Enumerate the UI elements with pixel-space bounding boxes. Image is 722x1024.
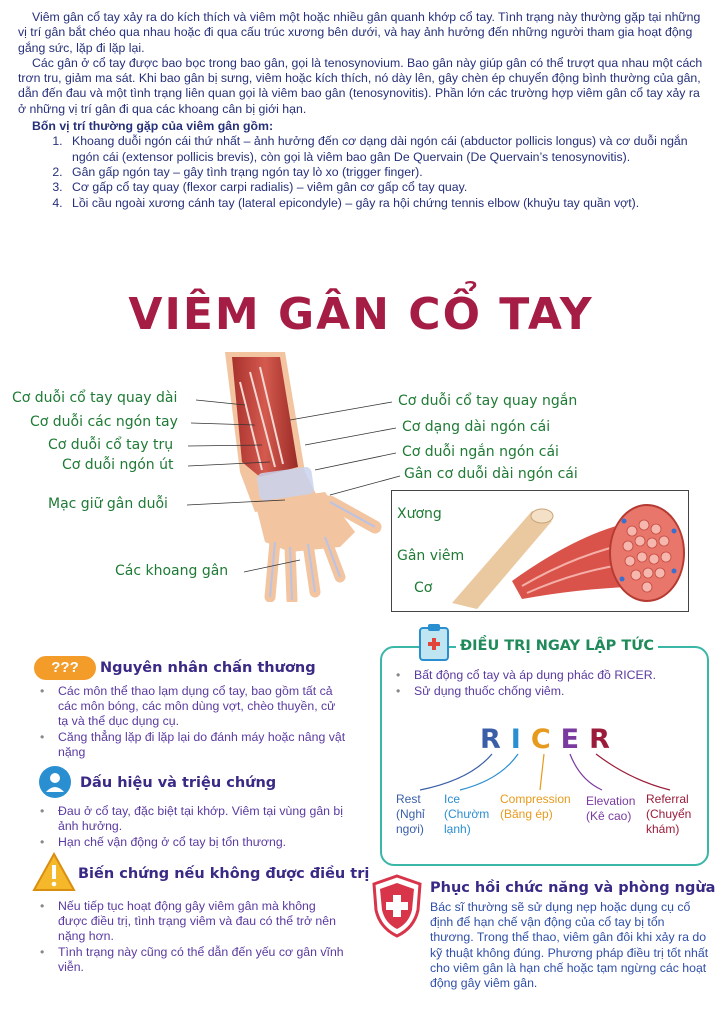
list-item: 4. Lồi cầu ngoài xương cánh tay (lateral epicondyle) – gây ra hội chứng tennis elbow (khuỷu tay quần vợt). (66, 196, 708, 211)
ricer-ice (444, 792, 496, 837)
ricer-letter-e: E (560, 724, 590, 755)
ricer-referral (646, 792, 702, 837)
ricer-letter-i: I (510, 724, 531, 755)
label-ecrl: Cơ duỗi cổ tay quay dài (12, 390, 178, 406)
label-ecrb: Cơ duỗi cổ tay quay ngắn (398, 393, 578, 409)
list-item: • Đau ở cổ tay, đặc biệt tại khớp. Viêm tại vùng gân bị ảnh hưởng. (36, 804, 346, 834)
list-item: • Sử dụng thuốc chống viêm. (392, 684, 692, 699)
list-item: 1. Khoang duỗi ngón cái thứ nhất – ảnh hưởng đến cơ dạng dài ngón cái (abductor pollicis longus) và cơ duỗi ngắn ngón cái (extensor pollicis brevis), còn gọi là viêm bao gân De Quervain (De Quervain’s tenosynovitis). (66, 134, 708, 165)
clipboard-medical-icon (416, 622, 452, 662)
ricer-rest (396, 792, 436, 837)
label-extensor-retinaculum: Mạc giữ gân duỗi (48, 496, 168, 512)
label-edm: Cơ duỗi ngón út (62, 457, 174, 473)
page-title: VIÊM GÂN CỔ TAY (128, 289, 594, 340)
complications-list (36, 899, 346, 976)
ricer-rest-vi: (Nghỉ ngơi) (396, 807, 425, 836)
list-item: • Nếu tiếp tục hoạt động gây viêm gân mà không được điều trị, tình trạng viêm và đau có thể trở nên nặng hơn. (36, 899, 346, 944)
rehab-heading: Phục hồi chức năng và phòng ngừa (430, 880, 716, 896)
label-epb: Cơ duỗi ngắn ngón cái (402, 444, 559, 460)
list-item: • Hạn chế vận động ở cổ tay bị tổn thương. (36, 835, 346, 850)
question-marks-icon: ??? (34, 656, 96, 680)
warning-icon (32, 852, 76, 894)
list-item: 3. Cơ gấp cổ tay quay (flexor carpi radialis) – viêm gân cơ gấp cổ tay quay. (66, 180, 708, 195)
medical-person-icon (38, 765, 72, 799)
label-muscle: Cơ (414, 580, 433, 596)
ricer-elevation-vi: (Kê cao) (586, 809, 632, 823)
label-tendon-compartments: Các khoang gân (115, 563, 229, 579)
treatment-list (392, 668, 692, 700)
treatment-heading: ĐIỀU TRỊ NGAY LẬP TỨC (456, 638, 658, 654)
list-item: • Bất động cổ tay và áp dụng phác đồ RICER. (392, 668, 692, 683)
intro-paragraph-1: Viêm gân cổ tay xảy ra do kích thích và viêm một hoặc nhiều gân quanh khớp cổ tay. Tình trạng này thường gặp tại những vị trí gân bắt chéo qua nhau hoặc đi qua cấu trúc xương bên dưới, và hay ảnh hưởng đến những người tham gia hoạt động gắng sức, lặp đi lặp lại. (18, 10, 701, 55)
rehab-text: Bác sĩ thường sẽ sử dụng nẹp hoặc dụng cụ cố định để hạn chế vận động của cổ tay bị tổn thương. Trong thể thao, viêm gân đôi khi xảy ra do kỹ thuật không đúng. Phương pháp điều trị tốt nhất cho viêm gân là hạn chế hoặc tạm ngừng các hoạt động gây viêm gân. (430, 900, 709, 991)
ricer-elevation-en: Elevation (586, 794, 636, 808)
label-epl-tendon: Gân cơ duỗi dài ngón cái (404, 466, 578, 482)
label-apl: Cơ dạng dài ngón cái (402, 419, 551, 435)
symptoms-list (36, 804, 346, 851)
ricer-compression (500, 792, 571, 822)
label-ecu: Cơ duỗi cổ tay trụ (48, 437, 174, 453)
causes-list (36, 684, 346, 761)
causes-heading: Nguyên nhân chấn thương (100, 660, 316, 676)
medical-shield-icon (370, 874, 424, 938)
label-extensor-digitorum: Cơ duỗi các ngón tay (30, 414, 178, 430)
ricer-referral-en: Referral (646, 792, 689, 806)
label-bone: Xương (397, 506, 442, 522)
list-item: 2. Gân gấp ngón tay – gây tình trạng ngón tay lò xo (trigger finger). (66, 165, 708, 180)
ricer-ice-vi: (Chườm lạnh) (444, 807, 490, 836)
label-inflamed-tendon: Gân viêm (397, 548, 465, 564)
intro-list-lead: Bốn vị trí thường gặp của viêm gân gồm: (32, 119, 274, 134)
ricer-letter-r2: R (589, 724, 620, 755)
intro-paragraph-2: Các gân ở cổ tay được bao bọc trong bao gân, gọi là tenosynovium. Bao gân này giúp gân có thể trượt qua nhau một cách trơn tru, giảm ma sát. Khi bao gân bị sưng, viêm hoặc kích thích, nó dày lên, gây chèn ép chuyển động bình thường của gân, dẫn đến đau và một tình trạng liên quan gọi là viêm bao gân (tenosynovitis). Phần lớn các trường hợp viêm gân cổ tay xảy ra ở những vị trí gân đi qua các khoang cân bị giới hạn. (18, 55, 703, 116)
tendon-cross-section-inset (391, 490, 689, 612)
ricer-letter-c: C (530, 724, 561, 755)
ricer-rest-en: Rest (396, 792, 421, 806)
list-item: • Tình trạng này cũng có thể dẫn đến yếu cơ gân vĩnh viễn. (36, 945, 346, 975)
symptoms-heading: Dấu hiệu và triệu chứng (80, 775, 277, 791)
ricer-compression-vi: (Băng ép) (500, 807, 553, 821)
ricer-elevation (586, 794, 635, 824)
list-item: • Các môn thể thao lạm dụng cổ tay, bao gồm tất cả các môn bóng, các môn dùng vợt, chèo thuyền, cử tạ và thể dục dụng cụ. (36, 684, 346, 729)
complications-heading: Biến chứng nếu không được điều trị (78, 866, 370, 882)
list-item: • Căng thẳng lặp đi lặp lại do đánh máy hoặc nâng vật nặng (36, 730, 346, 760)
ricer-ice-en: Ice (444, 792, 461, 806)
ricer-compression-en: Compression (500, 792, 571, 806)
ricer-referral-vi: (Chuyển khám) (646, 807, 692, 836)
ricer-letter-r: R (480, 724, 511, 755)
